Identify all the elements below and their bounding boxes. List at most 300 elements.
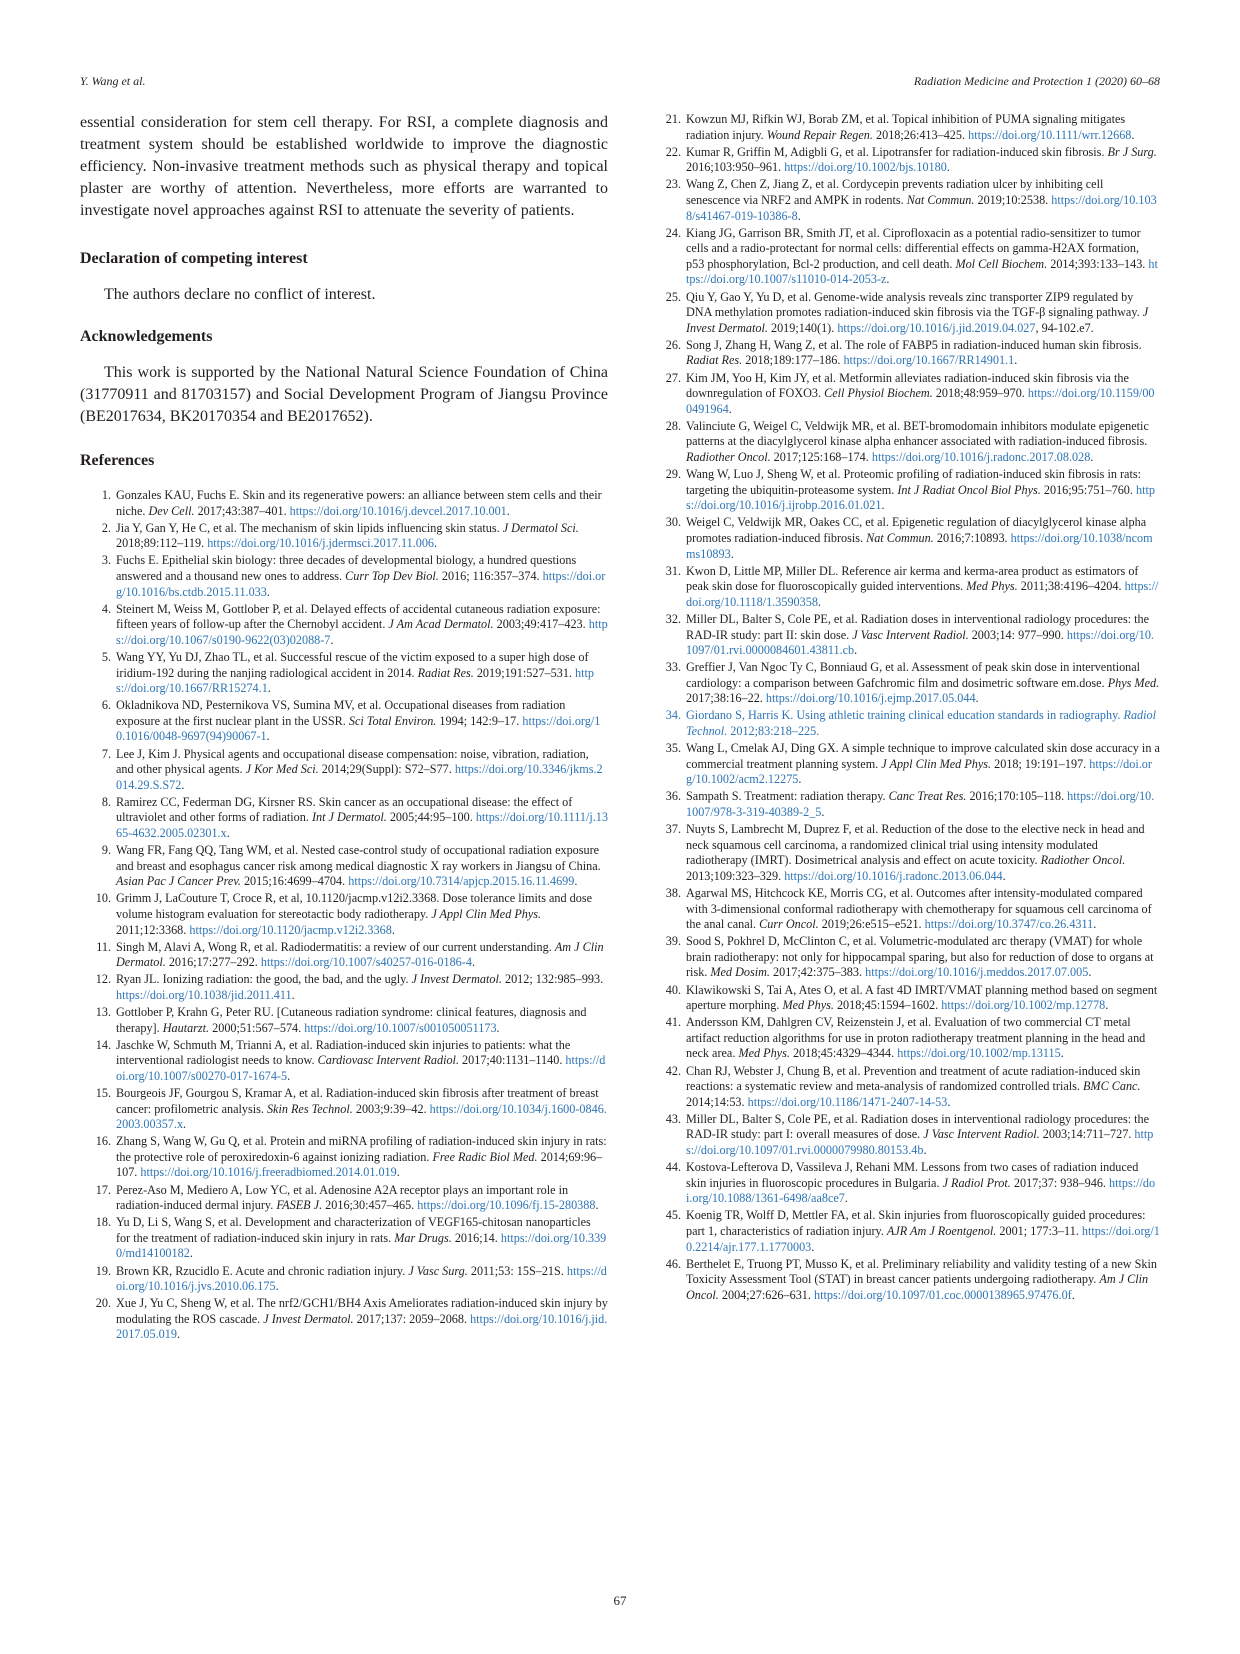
reference-text: Wang FR, Fang QQ, Tang WM, et al. Nested case-control study of occupational radiation exposure and breast and esophagus cancer risk among medical diagnostic X ray workers in Jiangsu of China. (116, 843, 601, 873)
reference-number: 7. (101, 746, 111, 761)
reference-citation: 2012; 132:985–993. (501, 972, 604, 987)
reference-doi-link[interactable]: https://doi.org/10.1016/j.ijrobp.2016.01.021 (686, 482, 1155, 513)
reference-doi-link[interactable]: https://doi.org/10.1034/j.1600-0846.2003.00357.x (116, 1101, 607, 1132)
reference-citation: 2016;17:277–292. (165, 955, 261, 970)
reference-item (650, 515, 1160, 562)
reference-text: Wang W, Luo J, Sheng W, et al. Proteomic profiling of radiation-induced skin fibrosis in rats: targeting the ubiquitin-proteasome system. (686, 467, 1141, 497)
reference-item (80, 1086, 608, 1133)
reference-text: Chan RJ, Webster J, Chung B, et al. Prevention and treatment of acute radiation-induced skin reactions: a systematic review and meta-analysis of randomized controlled trials. (686, 1063, 1141, 1094)
reference-number: 13. (95, 1005, 111, 1019)
reference-item (80, 602, 608, 649)
reference-journal: AJR Am J Roentgenol. (886, 1223, 997, 1238)
reference-doi-link[interactable]: https://doi.org/10.3390/md14100182 (116, 1230, 607, 1261)
reference-citation: 2015;16:4699–4704. (240, 874, 349, 889)
reference-item (650, 1015, 1160, 1062)
reference-text: Miller DL, Balter S, Cole PE, et al. Radiation doses in interventional radiology procedures: the RAD-IR study: part I: overall measures of dose. (686, 1111, 1150, 1142)
reference-text: Jaschke W, Schmuth M, Trianni A, et al. Radiation-induced skin injuries to patients: what the interventional radiologist needs to know. (116, 1037, 571, 1068)
reference-text: Perez-Aso M, Mediero A, Low YC, et al. Adenosine A2A receptor plays an important role in radiation-induced dermal injury. (116, 1182, 569, 1213)
reference-doi-link[interactable]: https://doi.org/10.1016/j.ejmp.2017.05.044 (765, 691, 976, 706)
reference-citation: 2018;189:177–186. (742, 353, 844, 368)
reference-text: Qiu Y, Gao Y, Yu D, et al. Genome-wide analysis reveals zinc transporter ZIP9 regulated by DNA methylation promotes radiation-induced skin fibrosis via the TGF-β signaling pathway. (686, 289, 1143, 320)
reference-citation: 2018; 19:191–197. (991, 756, 1090, 771)
reference-journal: J Kor Med Sci. (245, 762, 319, 777)
reference-number: 43. (665, 1111, 681, 1126)
reference-doi-link[interactable]: https://doi.org/10.1016/j.meddos.2017.07.005 (865, 965, 1089, 980)
reference-item (650, 886, 1160, 933)
reference-citation: 2017;38:16–22. (686, 691, 766, 706)
reference-end: . (291, 987, 295, 1002)
reference-journal: Int J Dermatol. (311, 810, 387, 825)
reference-text: Kumar R, Griffin M, Adigbli G, et al. Lipotransfer for radiation-induced skin fibrosis. (686, 144, 1108, 159)
reference-citation: 2003;9:39–42. (352, 1101, 430, 1116)
reference-citation: 2019;26:e515–e521. (818, 917, 925, 932)
reference-citation: 2017;37: 938–946. (1010, 1175, 1110, 1190)
reference-number: 22. (665, 144, 681, 159)
reference-citation: 2012;83:218–225. (727, 724, 820, 739)
reference-doi-link[interactable]: https://doi.org/10.1016/j.jdermsci.2017.11.006 (207, 536, 435, 551)
reference-end: . (496, 1020, 500, 1035)
reference-journal: Cardiovasc Intervent Radiol. (317, 1053, 459, 1068)
reference-number: 42. (665, 1063, 681, 1078)
reference-journal: Int J Radiat Oncol Biol Phys. (897, 482, 1041, 497)
reference-item (650, 741, 1160, 788)
reference-end: . (181, 777, 185, 792)
reference-end: . (854, 643, 858, 658)
reference-end: . (844, 1191, 848, 1206)
reference-item (80, 1264, 608, 1295)
reference-item (80, 891, 608, 938)
reference-citation: 2019;140(1). (767, 320, 838, 335)
reference-number: 39. (665, 934, 681, 949)
reference-text: Sood S, Pokhrel D, McClinton C, et al. Volumetric-modulated arc therapy (VMAT) for whole brain radiotherapy: not only for hippocampal sparing, but also for reduction of dose to organs at risk. (686, 934, 1154, 980)
reference-end: . (923, 1143, 927, 1157)
reference-citation: 2011;38:4196–4204. (1017, 579, 1125, 594)
reference-end: . (1071, 1287, 1075, 1302)
reference-citation: 2017;137: 2059–2068. (353, 1311, 471, 1326)
reference-number: 30. (665, 515, 681, 530)
reference-text: Yu D, Li S, Wang S, et al. Development and characterization of VEGF165-chitosan nanoparticles for the treatment of radiation-induced skin injury in rats. (116, 1215, 591, 1245)
reference-number: 20. (95, 1296, 111, 1311)
reference-journal: Free Radic Biol Med. (432, 1149, 538, 1164)
reference-citation: 2017;42:375–383. (769, 965, 866, 980)
reference-citation: 2018;89:112–119. (116, 536, 208, 551)
reference-number: 5. (101, 649, 111, 664)
reference-citation: 2016;170:105–118. (966, 789, 1068, 804)
reference-end: . (287, 1068, 291, 1083)
reference-doi-link[interactable]: https://doi.org/10.1038/jid.2011.411 (116, 987, 292, 1002)
reference-number: 18. (95, 1215, 111, 1230)
reference-text: Wang L, Cmelak AJ, Ding GX. A simple technique to improve calculated skin dose accuracy in a commercial treatment planning system. (686, 741, 1160, 771)
reference-journal: Br J Surg. (1107, 144, 1157, 159)
reference-number: 17. (95, 1182, 111, 1197)
declaration-heading: Declaration of competing interest (80, 250, 308, 267)
running-head-journal: Radiation Medicine and Protection 1 (2020) 60–68 (913, 74, 1160, 88)
reference-journal: J Invest Dermatol. (686, 305, 1149, 335)
reference-text: Fuchs E. Epithelial skin biology: three decades of developmental biology, a hundred questions answered and a thousand new ones to address. (116, 553, 577, 583)
reference-end: . (947, 1094, 951, 1109)
reference-text: Song J, Zhang H, Wang Z, et al. The role of FABP5 in radiation-induced human skin fibrosis. (686, 337, 1142, 352)
reference-doi-link[interactable]: https://doi.org/10.1016/j.radonc.2017.08.028 (871, 449, 1091, 464)
reference-journal: J Invest Dermatol. (411, 972, 502, 987)
reference-doi-link[interactable]: https://doi.org/10.1002/mp.13115 (897, 1046, 1061, 1061)
reference-text: Berthelet E, Truong PT, Musso K, et al. Preliminary reliability and validity testing of a new Skin Toxicity Assessment Tool (STAT) in breast cancer patients undergoing radiotherapy. (686, 1256, 1157, 1287)
reference-end: . (391, 922, 395, 937)
reference-doi-link[interactable]: https://doi.org/10.1159/000491964 (686, 386, 1155, 416)
reference-citation: 2005;44:95–100. (386, 810, 476, 825)
reference-item (650, 660, 1160, 707)
reference-item (650, 338, 1160, 369)
reference-end: . (1014, 353, 1018, 368)
reference-number: 19. (95, 1263, 111, 1278)
reference-journal: BMC Canc. (1082, 1079, 1141, 1094)
reference-number: 31. (665, 563, 681, 578)
reference-doi-link[interactable]: https://doi.org/10.1088/1361-6498/aa8ce7 (686, 1175, 1156, 1206)
reference-end: . (266, 729, 270, 744)
reference-journal: Asian Pac J Cancer Prev. (116, 874, 241, 889)
reference-list-right (650, 112, 1160, 1303)
reference-journal: Hautarzt. (162, 1020, 210, 1035)
reference-item (650, 290, 1160, 337)
reference-end: . (946, 160, 950, 175)
reference-citation: 2003;49:417–423. (493, 617, 589, 632)
reference-doi-link[interactable]: https://doi.org/10.1007/s001050051173 (304, 1020, 497, 1035)
reference-journal: Nat Commun. (906, 192, 975, 207)
reference-doi-link[interactable]: https://doi.org/10.1016/j.devcel.2017.10.001 (289, 503, 507, 518)
reference-doi-link[interactable]: https://doi.org/10.1002/bjs.10180 (784, 160, 947, 175)
reference-doi-link[interactable]: https://doi.org/10.1038/ncomms10893 (686, 530, 1153, 561)
reference-doi-link[interactable]: https://doi.org/10.1186/1471-2407-14-53 (747, 1094, 948, 1109)
reference-item (650, 1064, 1160, 1111)
reference-number: 8. (101, 794, 111, 809)
reference-journal: Canc Treat Res. (888, 789, 967, 804)
reference-number: 45. (665, 1208, 681, 1223)
reference-journal: Med Phys. (782, 998, 834, 1013)
reference-doi-link[interactable]: https://doi.org/10.2214/ajr.177.1.1770003 (686, 1223, 1160, 1254)
reference-doi-link[interactable]: https://doi.org/10.3747/co.26.4311 (924, 917, 1094, 932)
reference-journal: Am J Clin Oncol. (686, 1272, 1149, 1302)
reference-journal: J Am Acad Dermatol. (388, 617, 494, 632)
reference-doi-link[interactable]: https://doi.org/10.1007/s00270-017-1674-5 (116, 1053, 606, 1083)
reference-journal: FASEB J. (276, 1198, 323, 1213)
reference-doi-link[interactable]: https://doi.org/10.1016/j.freeradbiomed.2014.01.019 (140, 1165, 397, 1180)
reference-number: 2. (101, 520, 111, 535)
reference-journal: J Appl Clin Med Phys. (431, 906, 542, 921)
reference-item (650, 1160, 1160, 1207)
reference-doi-link[interactable]: https://doi.org/10.7314/apjcp.2015.16.11.4699 (348, 874, 575, 889)
reference-doi-link[interactable]: https://doi.org/10.1016/j.radonc.2013.06.044 (784, 868, 1003, 883)
reference-text: Lee J, Kim J. Physical agents and occupational disease compensation: noise, vibration, radiation, and other physical agents. (116, 746, 589, 777)
reference-item (80, 488, 608, 519)
reference-journal: J Dermatol Sci. (502, 520, 579, 535)
reference-text: Kim JM, Yoo H, Kim JY, et al. Metformin alleviates radiation-induced skin fibrosis via the downregulation of FOXO3. (686, 370, 1129, 401)
reference-item (80, 1038, 608, 1085)
reference-end: . (886, 272, 890, 287)
reference-citation: 2018;26:413–425. (872, 127, 969, 142)
reference-end: . (434, 536, 438, 551)
reference-doi-link[interactable]: https://doi.org/10.1007/978-3-319-40389-2_5 (686, 789, 1155, 820)
reference-text: Kiang JG, Garrison BR, Smith JT, et al. Ciprofloxacin as a potential radio-sensitizer to tumor cells and a radio-protectant for normal cells: differential effects on gamma-H2AX formation, p53 phosphorylation, Bcl-2 production, and cell death. (686, 225, 1141, 271)
left-column (80, 112, 608, 1344)
reference-doi-link[interactable]: https://doi.org/10.1096/fj.15-280388 (417, 1198, 596, 1213)
reference-end: . (811, 1239, 815, 1254)
reference-citation: 2003;14: 977–990. (968, 627, 1067, 642)
reference-text: Bourgeois JF, Gourgou S, Kramar A, et al. Radiation-induced skin fibrosis after treatment of breast cancer: profilometric analysis. (116, 1085, 599, 1116)
reference-journal: Mol Cell Biochem. (955, 256, 1048, 271)
reference-item (650, 789, 1160, 820)
reference-number: 26. (665, 337, 681, 352)
reference-journal: J Invest Dermatol. (263, 1311, 354, 1326)
reference-end: . (226, 825, 230, 840)
reference-citation: 2011;53: 15S–21S. (467, 1263, 567, 1278)
reference-item (650, 612, 1160, 659)
reference-text: Klawikowski S, Tai A, Ates O, et al. A fast 4D IMRT/VMAT planning method based on segment aperture morphing. (686, 982, 1158, 1013)
reference-item (650, 371, 1160, 418)
reference-item (80, 972, 608, 1003)
reference-item (650, 419, 1160, 466)
reference-citation: 2017;40:1131–1140. (459, 1053, 566, 1068)
reference-doi-link[interactable]: https://doi.org/10.1067/s0190-9622(03)02088-7 (116, 617, 608, 647)
reference-text: Wang YY, Yu DJ, Zhao TL, et al. Successful rescue of the victim exposed to a super high dose of iridium-192 during the nanjing radiological accident in 2014. (116, 649, 589, 680)
reference-doi-link[interactable]: https://doi.org/10.1118/1.3590358 (686, 579, 1159, 609)
reference-number: 15. (95, 1085, 111, 1100)
reference-end: . (595, 1198, 599, 1213)
reference-doi-link[interactable]: https://doi.org/10.1016/bs.ctdb.2015.11.033 (116, 568, 606, 599)
reference-number: 24. (665, 225, 681, 240)
reference-item (650, 708, 1160, 739)
reference-number: 40. (665, 982, 681, 997)
reference-doi-link[interactable]: https://doi.org/10.1038/s41467-019-10386-8 (686, 192, 1157, 223)
reference-citation: 2011;12:3368. (116, 922, 190, 937)
reference-end: , 94-102.e7. (1035, 320, 1094, 335)
reference-text: Ramirez CC, Federman DG, Kirsner RS. Skin cancer as an occupational disease: the effect of ultraviolet and other forms of radiation. (116, 794, 573, 825)
reference-number: 3. (101, 553, 111, 568)
reference-text: Kowzun MJ, Rifkin WJ, Borab ZM, et al. Topical inhibition of PUMA signaling mitigates radiation injury. (686, 112, 1126, 142)
reference-number: 41. (665, 1015, 681, 1030)
reference-journal: Med Phys. (738, 1046, 790, 1061)
reference-text: Greffier J, Van Ngoc Ty C, Bonniaud G, et al. Assessment of peak skin dose in interventional cardiology: a comparison between Gafchromic film and dosimetric software em.dose. (686, 660, 1141, 690)
reference-item (650, 1257, 1160, 1304)
reference-citation: 2017;43:387–401. (194, 503, 290, 518)
reference-journal: J Vasc Intervent Radiol. (852, 627, 969, 642)
reference-number: 46. (665, 1256, 681, 1271)
reference-journal: J Radiol Prot. (942, 1175, 1011, 1190)
acknowledgements-text: This work is supported by the National Natural Science Foundation of China (31770911 and 81703157) and Social Development Program of Jiangsu Province (BE2017634, BK20170354 and BE2017652). (80, 364, 608, 425)
reference-item (650, 822, 1160, 884)
reference-text: Jia Y, Gan Y, He C, et al. The mechanism of skin lipids influencing skin status. (116, 520, 503, 535)
reference-end: . (975, 691, 979, 706)
reference-item (80, 1183, 608, 1214)
right-column (650, 112, 1160, 1305)
reference-citation: 2014;14:53. (686, 1094, 748, 1109)
reference-number: 27. (665, 370, 681, 385)
running-head-authors: Y. Wang et al. (80, 74, 146, 88)
reference-journal: Skin Res Technol. (266, 1101, 353, 1116)
reference-item (650, 145, 1160, 176)
references-heading: References (80, 452, 155, 469)
reference-journal: Radiol Technol. (686, 708, 1157, 739)
reference-citation: 2018;48:959–970. (932, 386, 1028, 401)
reference-number: 33. (665, 660, 681, 675)
reference-text: Xue J, Yu C, Sheng W, et al. The nrf2/GCH1/BH4 Axis Ameliorates radiation-induced skin injury by modulating the ROS cascade. (116, 1296, 608, 1326)
reference-text: Koenig TR, Wolff D, Mettler FA, et al. Skin injuries from fluoroscopically guided procedures: part 1, characteristics of radiation injury. (686, 1208, 1146, 1238)
reference-number: 35. (665, 741, 681, 756)
reference-text: Valinciute G, Weigel C, Veldwijk MR, et al. BET-bromodomain inhibitors modulate epigenetic patterns at the diacylglycerol kinase alpha enhancer associated with radiation-induced fibrosis. (686, 418, 1149, 449)
reference-item (80, 553, 608, 600)
reference-text: Miller DL, Balter S, Cole PE, et al. Radiation doses in interventional radiology procedures: the RAD-IR study: part II: skin dose. (686, 611, 1150, 642)
reference-end: . (1131, 127, 1135, 142)
reference-end: . (267, 681, 271, 696)
reference-journal: Med Dosim. (710, 965, 770, 980)
reference-number: 32. (665, 611, 681, 626)
reference-item (80, 795, 608, 842)
reference-end: . (1090, 449, 1094, 464)
reference-doi-link[interactable]: https://doi.org/10.1667/RR15274.1 (116, 665, 594, 696)
reference-item (650, 112, 1160, 143)
reference-citation: 2016;95:751–760. (1040, 482, 1136, 497)
reference-item (80, 1005, 608, 1036)
reference-number: 9. (101, 843, 111, 858)
reference-item (650, 177, 1160, 224)
reference-text: Singh M, Alavi A, Wong R, et al. Radiodermatitis: a review of our current understanding. (116, 939, 555, 954)
reference-end: . (728, 401, 732, 416)
reference-doi-link[interactable]: https://doi.org/10.1111/j.1365-4632.2005.02301.x (116, 810, 608, 840)
reference-journal: Nat Commun. (866, 530, 934, 545)
reference-text: Kostova-Lefterova D, Vassileva J, Rehani MM. Lessons from two cases of radiation induced skin injuries in fluoroscopic procedures in Bulgaria. (686, 1160, 1139, 1190)
reference-journal: Curr Oncol. (759, 917, 819, 932)
reference-end: . (506, 503, 510, 518)
reference-item (650, 934, 1160, 981)
reference-number: 38. (665, 886, 681, 900)
reference-citation: 2016; 116:357–374. (438, 568, 543, 583)
reference-end: . (730, 546, 734, 561)
reference-citation: 2000;51:567–574. (209, 1020, 305, 1035)
reference-journal: Radiat Res. (686, 353, 743, 368)
reference-item (80, 843, 608, 890)
reference-citation: 2016;14. (451, 1230, 501, 1245)
reference-end: . (821, 805, 825, 820)
reference-citation: 2001; 177:3–11. (996, 1223, 1082, 1238)
reference-citation: 2016;103:950–961. (686, 160, 785, 175)
reference-number: 14. (95, 1037, 111, 1052)
reference-journal: Dev Cell. (148, 503, 195, 518)
reference-text: Weigel C, Veldwijk MR, Oakes CC, et al. Epigenetic regulation of diacylglycerol kinase alpha promotes radiation-induced fibrosis. (686, 515, 1147, 545)
reference-doi-link[interactable]: https://doi.org/10.1111/wrr.12668 (968, 127, 1132, 142)
reference-item (80, 650, 608, 697)
reference-journal: Curr Top Dev Biol. (345, 568, 439, 583)
reference-citation: 2014;69:96–107. (116, 1149, 603, 1180)
reference-doi-link[interactable]: https://doi.org/10.1016/0048-9697(94)90067-1 (116, 713, 601, 744)
reference-journal: J Vasc Surg. (408, 1263, 468, 1278)
reference-citation: 2003;14:711–727. (1039, 1127, 1135, 1142)
reference-item (80, 521, 608, 552)
running-head (80, 74, 1160, 92)
reference-number: 12. (95, 972, 111, 987)
reference-journal: Radiother Oncol. (1040, 853, 1126, 868)
reference-end: . (396, 1165, 400, 1180)
reference-number: 34. (665, 708, 681, 723)
reference-end: . (471, 955, 475, 970)
reference-journal: Wound Repair Regen. (766, 127, 873, 142)
reference-journal: Phys Med. (1107, 675, 1160, 690)
reference-doi-link[interactable]: https://doi.org/10.1016/j.jid.2019.04.027 (837, 320, 1036, 335)
reference-end: . (881, 498, 885, 513)
reference-doi-link[interactable]: https://doi.org/10.1016/j.jvs.2010.06.175 (116, 1263, 607, 1294)
reference-text: Gonzales KAU, Fuchs E. Skin and its regenerative powers: an alliance between stem cells and their niche. (116, 488, 602, 518)
intro-paragraph: essential consideration for stem cell therapy. For RSI, a complete diagnosis and treatment system should be established worldwide to improve the diagnostic efficiency. Non-invasive treatment methods such as physical therapy and topical plaster are worthy of attention. Nevertheless, more efforts are warranted to investigate novel approaches against RSI to attenuate the severity of patients. (80, 114, 608, 219)
reference-citation: 2019;10:2538. (974, 192, 1052, 207)
reference-end: . (183, 1117, 187, 1132)
reference-citation: 2016;30:457–465. (322, 1198, 418, 1213)
reference-doi-link[interactable]: https://doi.org/10.1007/s40257-016-0186-4 (260, 955, 472, 970)
reference-text: Grimm J, LaCouture T, Croce R, et al, 10.1120/jacmp.v12i2.3368. Dose tolerance limits and dose volume histogram evaluation for stereotactic body radiotherapy. (116, 891, 593, 921)
reference-number: 28. (665, 418, 681, 433)
reference-item (80, 1215, 608, 1262)
reference-item (650, 1208, 1160, 1255)
reference-doi-link[interactable]: https://doi.org/10.1002/acm2.12275 (686, 756, 1152, 787)
reference-number: 6. (101, 698, 111, 713)
declaration-text: The authors declare no conflict of interest. (104, 286, 376, 303)
reference-citation: 2018;45:4329–4344. (789, 1046, 898, 1061)
reference-journal: Radiother Oncol. (686, 449, 771, 464)
reference-end: . (1002, 868, 1006, 883)
acknowledgements-heading: Acknowledgements (80, 328, 213, 345)
reference-citation: 2016;7:10893. (933, 530, 1011, 545)
reference-citation: 2004;27:626–631. (718, 1287, 814, 1302)
reference-journal: Sci Total Environ. (348, 713, 437, 728)
reference-number: 1. (101, 488, 111, 502)
reference-doi-link[interactable]: https://doi.org/10.1002/mp.12778 (941, 998, 1106, 1013)
reference-number: 4. (101, 601, 111, 616)
reference-text: Okladnikova ND, Pesternikova VS, Sumina MV, et al. Occupational diseases from radiation exposure at the first nuclear plant in the USSR. (116, 698, 566, 728)
reference-item (650, 564, 1160, 611)
reference-number: 36. (665, 789, 681, 804)
reference-doi-link[interactable]: https://doi.org/10.1120/jacmp.v12i2.3368 (189, 922, 392, 937)
reference-citation: 2014;393:133–143. (1047, 256, 1149, 271)
reference-doi-link[interactable]: https://doi.org/10.1667/RR14901.1 (843, 353, 1015, 368)
reference-item (650, 226, 1160, 288)
reference-text: Andersson KM, Dahlgren CV, Reizenstein J, et al. Evaluation of two commercial CT metal artifact reduction algorithms for use in proton radiotherapy treatment planning in the head and neck area. (686, 1015, 1146, 1061)
reference-text: Zhang S, Wang W, Gu Q, et al. Protein and miRNA profiling of radiation-induced skin injury in rats: the protective role of peroxiredoxin-6 against ionizing radiation. (116, 1134, 607, 1164)
reference-end: . (1093, 917, 1097, 932)
reference-end: . (817, 594, 821, 609)
reference-doi-link[interactable]: https://doi.org/10.1097/01.coc.0000138965.97476.0f (813, 1287, 1072, 1302)
reference-journal: Cell Physiol Biochem. (824, 386, 933, 401)
reference-text: Gottlober P, Krahn G, Peter RU. [Cutaneous radiation syndrome: clinical features, diagnosis and therapy]. (116, 1005, 587, 1035)
reference-text: Nuyts S, Lambrecht M, Duprez F, et al. Reduction of the dose to the elective neck in head and neck squamous cell carcinoma, a randomized clinical trial using intensity modulated radiotherapy (IMRT). Dosimetrical analysis and effect on acute toxicity. (686, 822, 1145, 868)
reference-doi-link[interactable]: https://doi.org/10.1097/01.rvi.0000084601.43811.cb (686, 627, 1154, 658)
reference-text: Giordano S, Harris K. Using athletic training clinical education standards in radiography. (686, 708, 1124, 723)
reference-end: . (275, 1279, 279, 1294)
reference-journal: Radiat Res. (417, 665, 474, 680)
reference-number: 21. (665, 112, 681, 126)
reference-text: Brown KR, Rzucidlo E. Acute and chronic radiation injury. (116, 1263, 409, 1278)
reference-number: 23. (665, 177, 681, 192)
reference-item (80, 1134, 608, 1181)
reference-journal: J Vasc Intervent Radiol. (923, 1127, 1040, 1142)
reference-doi-link[interactable]: https://doi.org/10.1097/01.rvi.0000079980.80153.4b (686, 1127, 1154, 1157)
reference-item (650, 467, 1160, 514)
reference-end: . (798, 772, 802, 787)
reference-item (650, 983, 1160, 1014)
reference-journal: J Appl Clin Med Phys. (881, 756, 992, 771)
reference-text: Wang Z, Chen Z, Jiang Z, et al. Cordycepin prevents radiation ulcer by inhibiting cell senescence via NRF2 and AMPK in rodents. (686, 177, 1104, 207)
reference-doi-link[interactable]: https://doi.org/10.1016/j.jid.2017.05.019 (116, 1311, 608, 1342)
reference-number: 29. (665, 467, 681, 482)
reference-item (80, 1296, 608, 1343)
reference-citation: 2013;109:323–329. (686, 868, 785, 883)
reference-doi-link[interactable]: https://doi.org/10.3346/jkms.2014.29.S.S72 (116, 762, 603, 792)
reference-doi-link[interactable]: https://doi.org/10.1007/s11010-014-2053-z (686, 256, 1158, 287)
